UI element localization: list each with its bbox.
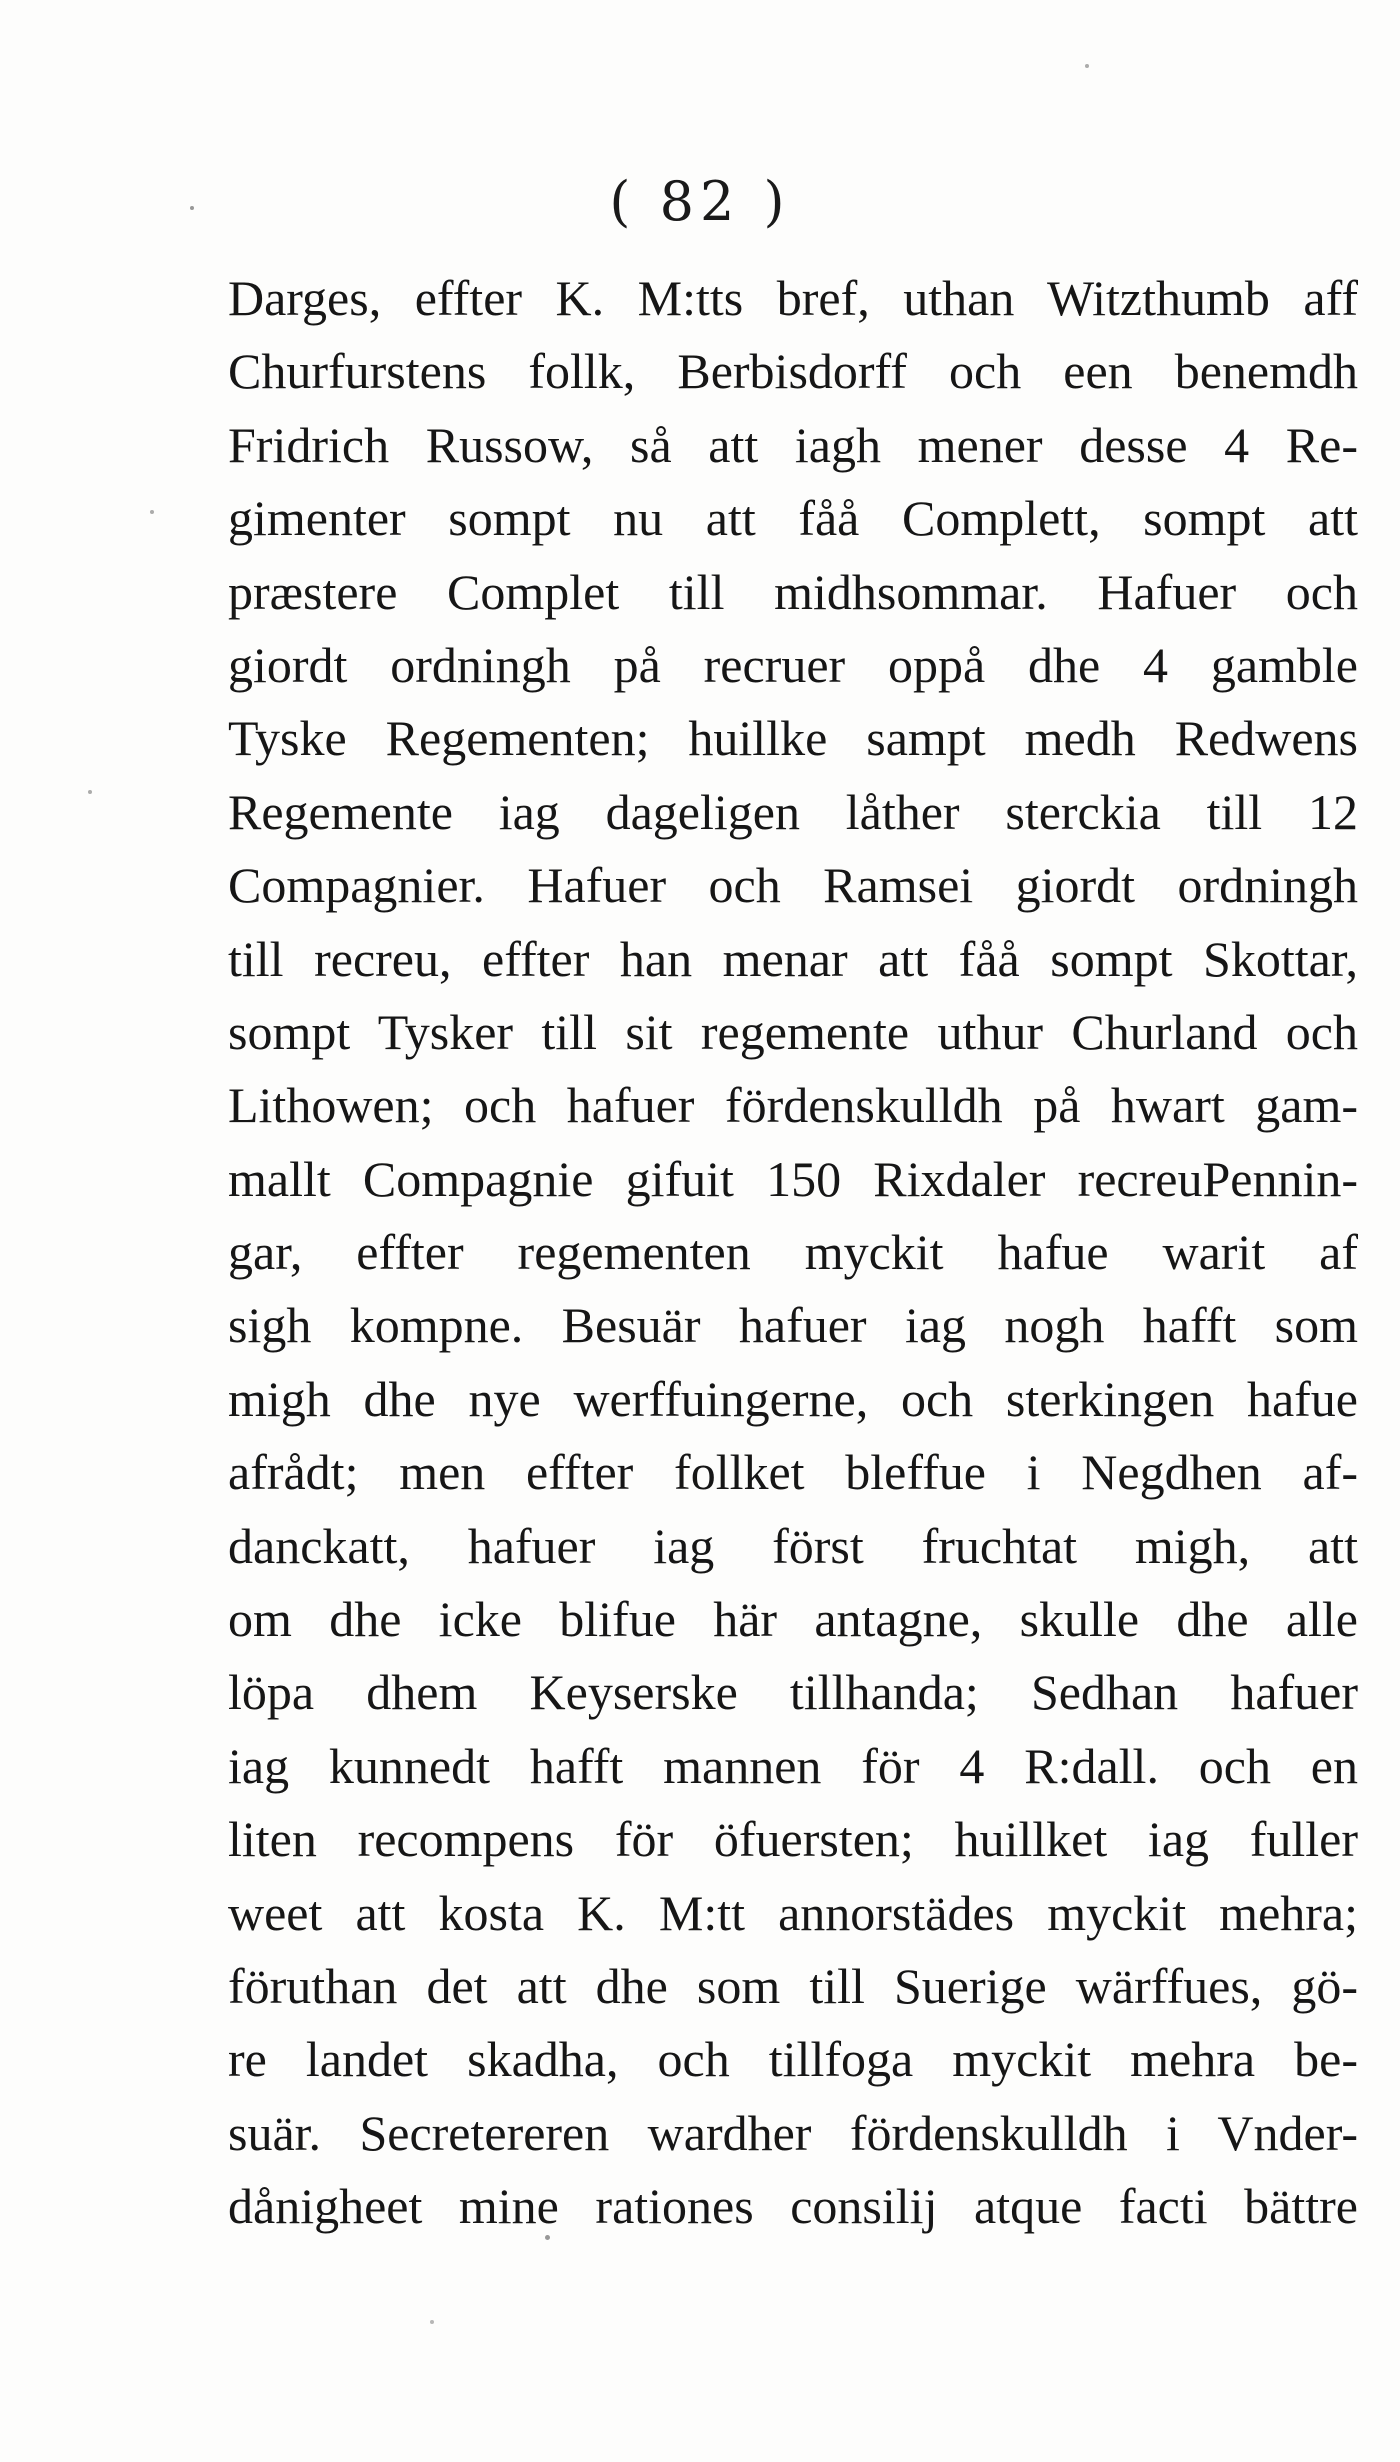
text-line: suär. Secretereren wardher fördenskulldh i Vnder- (228, 2104, 1358, 2161)
text-line: gar, effter regementen myckit hafue warit af (228, 1224, 1358, 1281)
text-line: sigh kompne. Besuär hafuer iag nogh hafft som (228, 1297, 1358, 1354)
text-line: Compagnier. Hafuer och Ramsei giordt ordningh (228, 857, 1358, 914)
print-speck (88, 790, 92, 794)
text-line: giordt ordningh på recruer oppå dhe 4 gamble (228, 636, 1358, 693)
text-line: Fridrich Russow, så att iagh mener desse 4 Re- (228, 416, 1358, 473)
text-line: dånigheet mine rationes consilij atque facti bättre (228, 2178, 1358, 2235)
text-line: Regemente iag dageligen låther sterckia till 12 (228, 783, 1358, 840)
print-speck (1085, 64, 1089, 68)
text-line: sompt Tysker till sit regemente uthur Churland och (228, 1003, 1358, 1060)
text-line: gimenter sompt nu att fåå Complett, sompt att (228, 490, 1358, 547)
print-speck (190, 206, 194, 210)
text-line: om dhe icke blifue här antagne, skulle dhe alle (228, 1591, 1358, 1648)
text-line: afrådt; men effter follket bleffue i Negdhen af- (228, 1444, 1358, 1501)
text-line: danckatt, hafuer iag först fruchtat migh, att (228, 1517, 1358, 1574)
print-speck (150, 510, 154, 514)
text-line: Darges, effter K. M:tts bref, uthan Witzthumb aff (228, 270, 1358, 326)
text-line: migh dhe nye werffuingerne, och sterkingen hafue (228, 1370, 1358, 1427)
print-speck (430, 2320, 434, 2324)
text-line: Lithowen; och hafuer fördenskulldh på hwart gam- (228, 1077, 1358, 1134)
text-line: iag kunnedt hafft mannen för 4 R:dall. och en (228, 1737, 1358, 1794)
text-line: Churfurstens follk, Berbisdorff och een benemdh (228, 343, 1358, 400)
body-text (228, 262, 1358, 2244)
text-line: till recreu, effter han menar att fåå sompt Skottar, (228, 930, 1358, 987)
text-line: weet att kosta K. M:tt annorstädes myckit mehra; (228, 1884, 1358, 1941)
page-number: ( 82 ) (609, 170, 791, 233)
text-line: föruthan det att dhe som till Suerige wärffues, gö- (228, 1957, 1358, 2014)
print-speck (545, 2235, 550, 2240)
text-line: præstere Complet till midhsommar. Hafuer och (228, 563, 1358, 620)
text-line: Tyske Regementen; huillke sampt medh Redwens (228, 710, 1358, 767)
text-line: re landet skadha, och tillfoga myckit mehra be- (228, 2031, 1358, 2088)
text-line: löpa dhem Keyserske tillhanda; Sedhan hafuer (228, 1664, 1358, 1721)
text-line: liten recompens för öfuersten; huillket iag fuller (228, 1811, 1358, 1868)
text-line: mallt Compagnie gifuit 150 Rixdaler recreuPennin- (228, 1150, 1358, 1207)
